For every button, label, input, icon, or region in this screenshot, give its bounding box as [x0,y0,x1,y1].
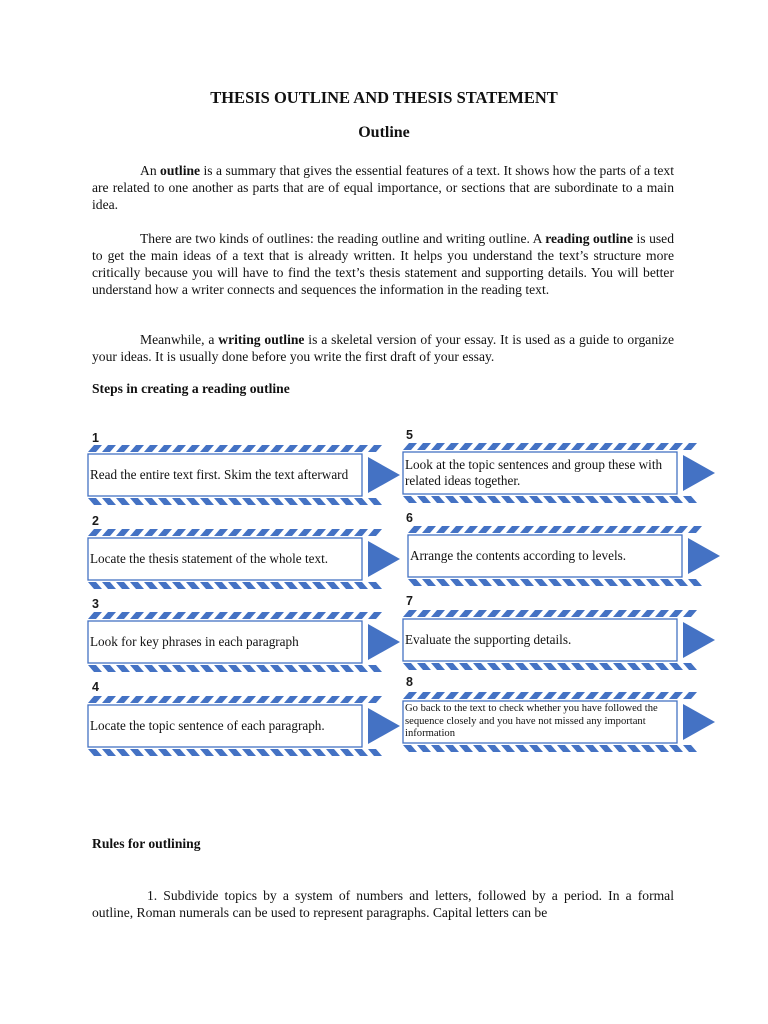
stripe-band-bottom [403,496,697,503]
stripe-band-top [88,445,382,452]
step-number-6: 6 [406,511,413,525]
arrow-head [683,455,715,491]
stripe-band-bottom [88,749,382,756]
stripe-band-bottom [408,579,702,586]
arrow-head [368,624,400,660]
term-reading-outline: reading outline [545,231,634,246]
rule-1-paragraph: 1. Subdivide topics by a system of numbers and letters, followed by a period. In a formal outline, Roman numerals can be used to represent paragraphs. Capital letters can be [92,888,674,920]
rules-heading: Rules for outlining [92,836,201,851]
stripe-band-top [408,526,702,533]
stripe-band-bottom [88,498,382,505]
step-text-1: Read the entire text first. Skim the text afterward [90,467,349,482]
step-number-3: 3 [92,597,99,611]
stripe-band-top [88,696,382,703]
step-number-1: 1 [92,431,99,445]
step-text-4: Locate the topic sentence of each paragraph. [90,718,325,733]
stripe-band-top [88,612,382,619]
step-number-2: 2 [92,514,99,528]
stripe-band-bottom [403,663,697,670]
paragraph-kinds-of-outlines: There are two kinds of outlines: the reading outline and writing outline. A reading outline is used to get the main ideas of a text that is already written. It helps you understand the text’s structure more critically because you will have to find the text’s thesis statement and supporting details. You will better understand how a writer connects and sequences the information in the reading text. [92,231,675,297]
stripe-band-bottom [88,665,382,672]
step-number-7: 7 [406,594,413,608]
step-number-4: 4 [92,680,99,694]
step-text-3: Look for key phrases in each paragraph [90,634,299,649]
arrow-head [683,622,715,658]
page-title: THESIS OUTLINE AND THESIS STATEMENT [210,88,558,107]
step-text-6: Arrange the contents according to levels. [410,548,627,563]
section-title-outline: Outline [358,124,410,141]
paragraph-outline-definition: An outline is a summary that gives the essential features of a text. It shows how the parts of a text are related to one another as parts that are of equal importance, or sections that are subordinate to a main idea. [92,163,674,212]
stripe-band-bottom [88,582,382,589]
stripe-band-top [403,692,697,699]
step-text-8: Go back to the text to check whether you have followed the sequence closely and you have not missed any important information [405,703,658,740]
arrow-head [368,541,400,577]
arrow-head [688,538,720,574]
stripe-band-bottom [403,745,697,752]
arrow-head [683,704,715,740]
paragraph-writing-outline: Meanwhile, a writing outline is a skeletal version of your essay. It is used as a guide to organize your ideas. It is usually done before you write the first draft of your essay. [92,332,674,364]
term-writing-outline: writing outline [218,332,305,347]
step-number-8: 8 [406,675,413,689]
stripe-band-top [403,443,697,450]
step-text-5: Look at the topic sentences and group these with related ideas together. [405,457,663,488]
arrow-head [368,708,400,744]
arrow-head [368,457,400,493]
step-number-5: 5 [406,428,413,442]
stripe-band-top [403,610,697,617]
step-text-2: Locate the thesis statement of the whole text. [90,551,329,566]
stripe-band-top [88,529,382,536]
term-outline: outline [160,163,201,178]
steps-heading: Steps in creating a reading outline [92,381,290,396]
step-text-7: Evaluate the supporting details. [405,632,572,647]
